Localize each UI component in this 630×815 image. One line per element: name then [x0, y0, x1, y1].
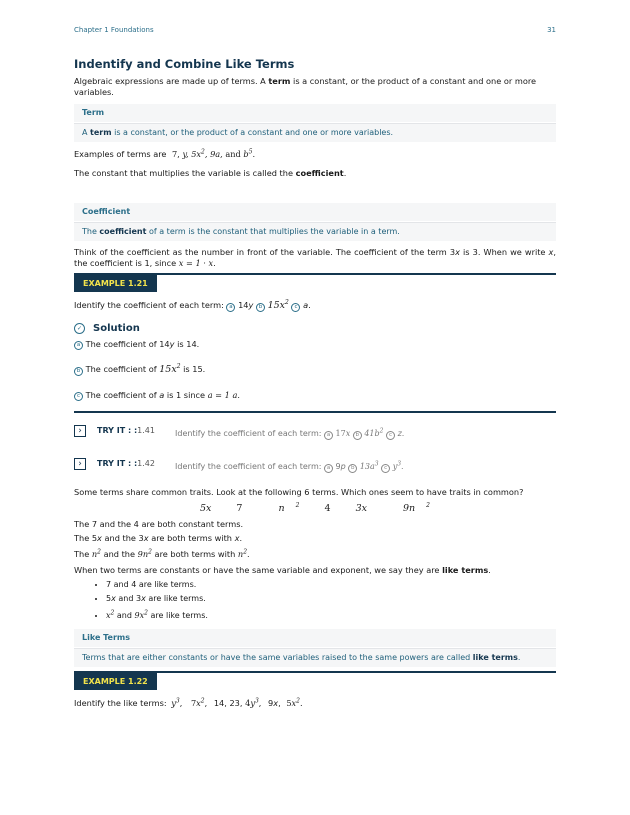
example-prompt: Identify the coefficient of each term: a 14y b $15x^2$ c a.	[74, 298, 311, 311]
examples-of-terms	[74, 149, 556, 160]
traits-paragraph: Some terms share common traits. Look at the following 6 terms. Which ones seem to have traits in common?	[74, 487, 524, 497]
coefficient-intro	[74, 168, 556, 179]
definition-title: Coefficient	[74, 203, 556, 222]
definition-box-coefficient	[74, 203, 556, 241]
list-item: • 7 and 4 are like terms.	[106, 578, 556, 592]
text: .	[343, 168, 347, 178]
definition-title: Term	[74, 104, 556, 123]
text: of a term is the constant that multiplies the variable in a term.	[146, 227, 400, 236]
list-item: • 5x and 3x are like terms.	[106, 592, 556, 606]
text: A	[82, 128, 91, 137]
example-header	[74, 273, 556, 292]
example-end-rule	[74, 411, 556, 413]
list-item: • $x^2$ and $9x^2$ are like terms.	[106, 609, 556, 623]
six-terms-row: 5x 7 n $^2$ 4 3x 9n $^2$	[199, 501, 430, 514]
solution-part-c: c The coefficient of a is 1 since a = 1 a.	[74, 390, 556, 402]
part-c-marker: c	[74, 392, 83, 401]
try-it-label: TRY IT : :1.42	[97, 459, 155, 468]
definition-body	[74, 123, 556, 142]
math: x = 1 · x	[178, 258, 214, 268]
observation-constants: The 7 and the 4 are both constant terms.	[74, 519, 244, 529]
example-header	[74, 671, 556, 690]
try-it-label: TRY IT : :1.41	[97, 426, 155, 435]
solution-heading	[74, 316, 556, 335]
running-header-chapter: Chapter 1 Foundations	[74, 26, 154, 34]
math: 7, y, $5x^2$, 9a, and $b^5$.	[172, 148, 256, 159]
text: is a constant, or the product of a constant and one or more variables.	[111, 128, 394, 137]
solution-part-a: a The coefficient of 14y is 14.	[74, 339, 556, 351]
example-badge: EXAMPLE 1.22	[74, 673, 157, 690]
term-bold: term	[268, 76, 291, 86]
main-content	[74, 57, 556, 709]
think-paragraph: Think of the coefficient as the number in front of the variable. The coefficient of the term 3x is 3. When we write x, the coefficient is 1, since x = 1 · x.	[74, 247, 557, 268]
like-terms-list	[74, 578, 556, 623]
definition-box-like-terms	[74, 629, 556, 667]
intro-paragraph	[74, 76, 556, 98]
observation-x-terms: The 5x and the 3x are both terms with x.	[74, 533, 243, 543]
try-it-prompt: Identify the coefficient of each term: a 17x b $41b^2$ c z.	[175, 427, 405, 438]
part-b-marker: b	[74, 367, 83, 376]
text: Examples of terms are	[74, 149, 167, 159]
section-title: Indentify and Combine Like Terms	[74, 57, 295, 71]
definition-body: Terms that are either constants or have the same variables raised to the same powers are called like terms.	[74, 648, 556, 667]
solution-title: Solution	[93, 322, 140, 334]
observation-n2-terms: The $n^2$ and the $9n^2$ are both terms with $n^2$.	[74, 548, 250, 559]
try-it-1-41	[74, 423, 556, 445]
definition-title: Like Terms	[74, 629, 556, 648]
chevron-right-icon[interactable]: ›	[74, 458, 86, 470]
try-it-prompt: Identify the coefficient of each term: a 9p b $13a^3$ c $y^3$.	[175, 460, 404, 471]
text: is a constant, or the product of a constant and one or more variables.	[74, 76, 537, 97]
check-circle-icon: ✓	[74, 323, 85, 334]
part-b-marker: b	[256, 303, 265, 312]
term-bold: term	[90, 128, 112, 137]
text: Algebraic expressions are made up of terms. A	[74, 76, 269, 86]
chevron-right-icon[interactable]: ›	[74, 425, 86, 437]
text: The	[82, 227, 100, 236]
try-it-1-42	[74, 456, 556, 478]
definition-body	[74, 222, 556, 241]
page-number: 31	[547, 26, 556, 34]
part-c-marker: c	[291, 303, 300, 312]
example-badge: EXAMPLE 1.21	[74, 275, 157, 292]
solution-part-b: b The coefficient of $15x^2$ is 15.	[74, 364, 556, 376]
like-terms-intro: When two terms are constants or have the same variable and exponent, we say they are like terms.	[74, 565, 491, 575]
example-prompt: Identify the like terms: $y^3$, $7x^2$, 14, 23, $4y^3$, 9x, $5x^2$.	[74, 697, 303, 708]
text: The constant that multiplies the variable is called the	[74, 168, 296, 178]
part-a-marker: a	[74, 341, 83, 350]
term-bold: coefficient	[295, 168, 344, 178]
term-bold: coefficient	[99, 227, 147, 236]
definition-box-term	[74, 104, 556, 142]
part-a-marker: a	[226, 303, 235, 312]
